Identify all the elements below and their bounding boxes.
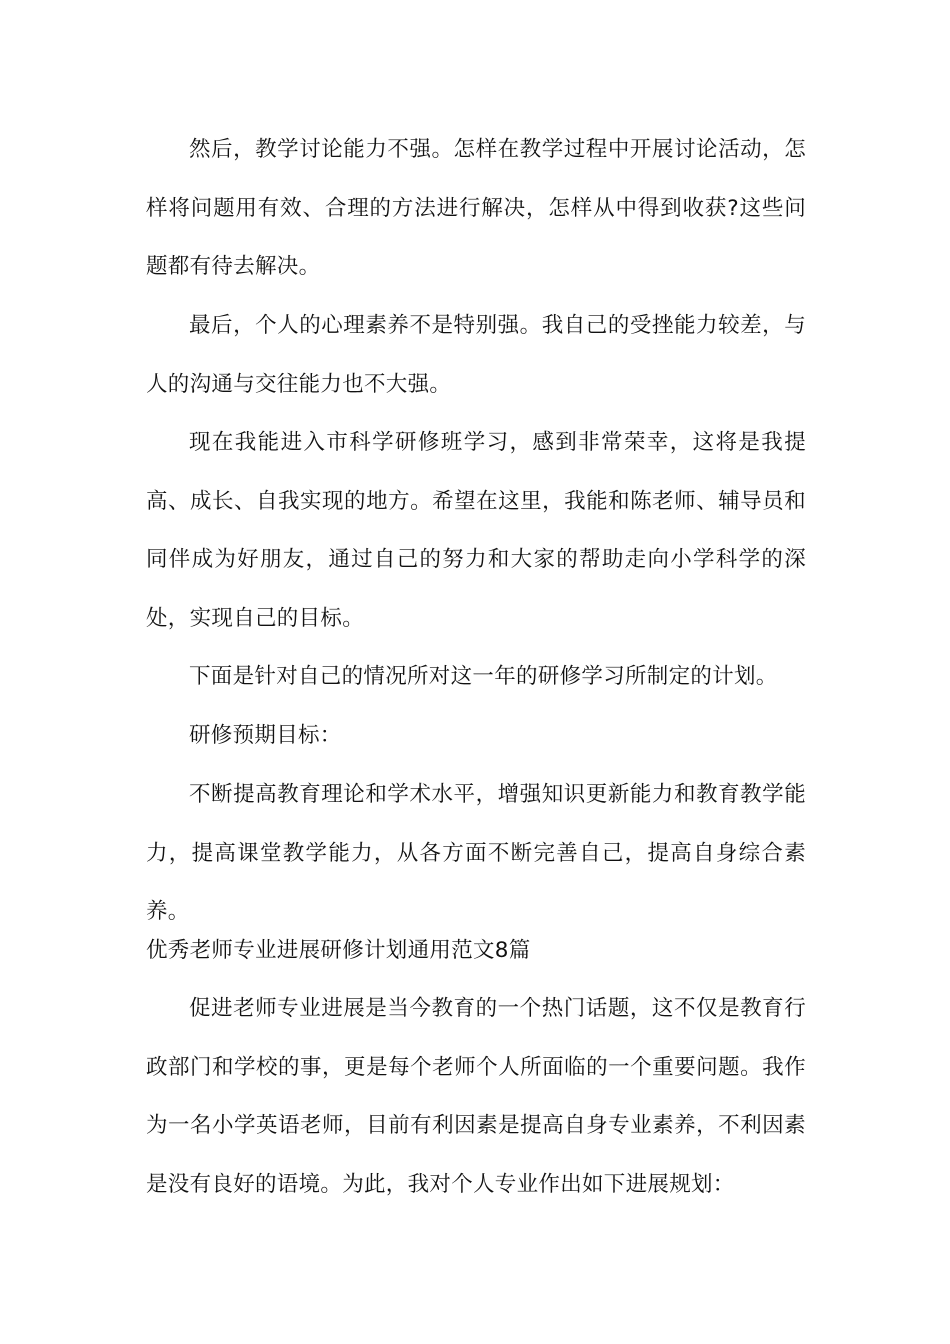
paragraph-goal-content: 不断提高教育理论和学术水平，增强知识更新能力和教育教学能力，提高课堂教学能力，从各方面不断完善自己，提高自身综合素养。 [146, 782, 806, 924]
paragraph-plan-intro: 下面是针对自己的情况所对这一年的研修学习所制定的计划。 [189, 664, 778, 689]
paragraph-goal-label: 研修预期目标： [189, 723, 342, 748]
section-title: 优秀老师专业进展研修计划通用范文8篇 [146, 938, 531, 963]
paragraph-psychological-quality: 最后，个人的心理素养不是特别强。我自己的受挫能力较差，与人的沟通与交往能力也不大强。 [146, 313, 806, 397]
paragraph-training-class: 现在我能进入市科学研修班学习，感到非常荣幸，这将是我提高、成长、自我实现的地方。希望在这里，我能和陈老师、辅导员和同伴成为好朋友，通过自己的努力和大家的帮助走向小学科学的深处，实现自己的目标。 [146, 430, 806, 631]
paragraph-teaching-discussion: 然后，教学讨论能力不强。怎样在教学过程中开展讨论活动，怎样将问题用有效、合理的方法进行解决，怎样从中得到收获?这些问题都有待去解决。 [146, 137, 806, 279]
paragraph-professional-development: 促进老师专业进展是当今教育的一个热门话题，这不仅是教育行政部门和学校的事，更是每个老师个人所面临的一个重要问题。我作为一名小学英语老师，目前有利因素是提高自身专业素养，不利因素是没有良好的语境。为此，我对个人专业作出如下进展规划： [146, 996, 806, 1197]
